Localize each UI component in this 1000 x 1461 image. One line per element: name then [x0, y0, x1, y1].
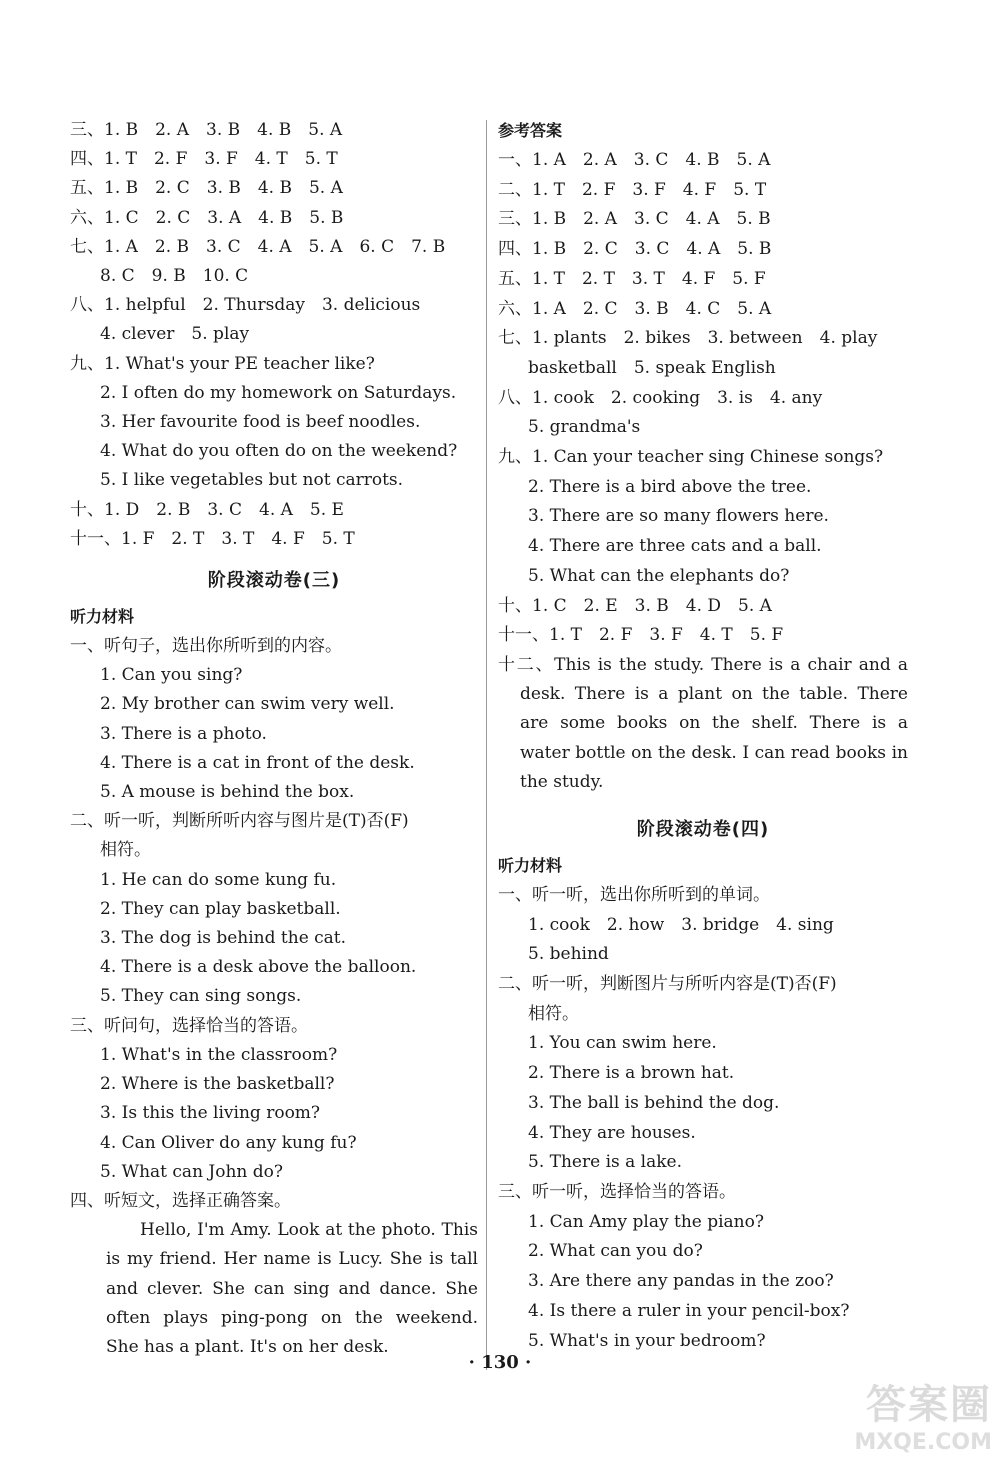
text-line: 3. Her favourite food is beef noodles. — [100, 412, 421, 433]
text-line: 四、听短文，选择正确答案。 — [70, 1190, 291, 1211]
text-line: 1. You can swim here. — [528, 1033, 717, 1054]
text-line: 四、1. T 2. F 3. F 4. T 5. T — [70, 149, 338, 170]
text-line: 2. Where is the basketball? — [100, 1074, 335, 1095]
text-line: 十、1. C 2. E 3. B 4. D 5. A — [498, 595, 772, 616]
column-divider — [486, 120, 487, 1370]
text-line: 2. What can you do? — [528, 1241, 703, 1262]
text-line: 十一、1. T 2. F 3. F 4. T 5. F — [498, 625, 784, 646]
text-line: 1. What's in the classroom? — [100, 1044, 338, 1065]
section-title: 阶段滚动卷(四) — [636, 818, 770, 840]
listening-title: 听力材料 — [498, 855, 563, 875]
text-line: 4. clever 5. play — [100, 324, 250, 345]
text-line: 十、1. D 2. B 3. C 4. A 5. E — [70, 499, 344, 520]
q12-paragraph: 十二、This is the study. There is a chair and a desk. There is a plant on the table. There are some books on the shelf. There is a water bottle on the desk. I can read books in the study. — [498, 654, 908, 792]
text-line: 相符。 — [100, 840, 151, 861]
text-line: 4. Can Oliver do any kung fu? — [100, 1132, 357, 1153]
watermark-mark: 答案圈 — [866, 1382, 992, 1428]
text-line: 2. My brother can swim very well. — [100, 694, 395, 715]
text-line: 1. Can Amy play the piano? — [528, 1211, 764, 1232]
page-number: · 130 · — [468, 1352, 532, 1373]
text-line: 5. grandma's — [528, 417, 641, 438]
text-line: 五、1. B 2. C 3. B 4. B 5. A — [70, 178, 343, 199]
text-line: 4. There is a desk above the balloon. — [100, 957, 417, 978]
text-line: 一、1. A 2. A 3. C 4. B 5. A — [498, 150, 771, 170]
text-line: 3. The dog is behind the cat. — [100, 928, 347, 949]
text-line: 三、听一听，选择恰当的答语。 — [498, 1182, 736, 1202]
text-line: 七、1. plants 2. bikes 3. between 4. play — [498, 328, 878, 349]
text-line: 五、1. T 2. T 3. T 4. F 5. F — [498, 268, 766, 289]
text-line: 5. A mouse is behind the box. — [100, 782, 355, 803]
listening-title: 听力材料 — [70, 607, 135, 627]
right-column — [498, 116, 908, 1356]
text-line: 4. Is there a ruler in your pencil-box? — [528, 1300, 850, 1321]
watermark-url: MXQE.COM — [854, 1430, 992, 1455]
text-line: 5. They can sing songs. — [100, 986, 302, 1007]
listening-passage: Hello, I'm Amy. Look at the photo. This is my friend. Her name is Lucy. She is tall and clever. She can sing and dance. She often plays ping-pong on the weekend. She has a plant. It's on her desk. — [106, 1220, 478, 1357]
text-line: 3. The ball is behind the dog. — [528, 1092, 780, 1113]
text-line: 3. There are so many flowers here. — [528, 506, 829, 527]
text-line: 八、1. cook 2. cooking 3. is 4. any — [498, 387, 823, 408]
text-line: 4. There are three cats and a ball. — [528, 536, 822, 557]
watermark-logo — [854, 1373, 992, 1455]
text-line: 八、1. helpful 2. Thursday 3. delicious — [70, 295, 421, 316]
left-column — [70, 116, 478, 1362]
text-line: 1. Can you sing? — [100, 665, 243, 686]
answer-key-block — [70, 116, 478, 554]
listening-material — [70, 632, 478, 1216]
text-line: 六、1. A 2. C 3. B 4. C 5. A — [498, 298, 772, 319]
text-line: 三、1. B 2. A 3. C 4. A 5. B — [498, 209, 771, 230]
text-line: 2. They can play basketball. — [100, 898, 341, 919]
text-line: 1. cook 2. how 3. bridge 4. sing — [528, 914, 834, 935]
text-line: 三、听问句，选择恰当的答语。 — [70, 1015, 308, 1036]
text-line: 六、1. C 2. C 3. A 4. B 5. B — [70, 207, 344, 228]
answers-title: 参考答案 — [498, 121, 563, 140]
text-line: 5. What can the elephants do? — [528, 565, 790, 586]
text-line: 5. What's in your bedroom? — [528, 1330, 766, 1351]
text-line: 4. There is a cat in front of the desk. — [100, 752, 415, 773]
text-line: 2. There is a brown hat. — [528, 1063, 735, 1084]
text-line: 相符。 — [528, 1003, 579, 1024]
text-line: 3. Are there any pandas in the zoo? — [528, 1271, 834, 1292]
text-line: 5. I like vegetables but not carrots. — [100, 470, 404, 491]
text-line: 十一、1. F 2. T 3. T 4. F 5. T — [70, 528, 355, 549]
listening-material — [498, 881, 908, 1356]
text-line: 2. I often do my homework on Saturdays. — [100, 382, 457, 403]
text-line: 一、听一听，选出你所听到的单词。 — [498, 884, 770, 905]
text-line: 一、听句子，选出你所听到的内容。 — [70, 636, 342, 657]
text-line: 三、1. B 2. A 3. B 4. B 5. A — [70, 120, 343, 140]
text-line: 九、1. Can your teacher sing Chinese songs? — [498, 447, 884, 468]
section-title: 阶段滚动卷(三) — [207, 570, 341, 592]
text-line: 8. C 9. B 10. C — [100, 266, 249, 287]
text-line: 2. There is a bird above the tree. — [528, 476, 812, 497]
text-line: 二、听一听，判断图片与所听内容是(T)否(F) — [498, 974, 837, 995]
text-line: 3. Is this the living room? — [100, 1103, 321, 1124]
text-line: basketball 5. speak English — [528, 357, 776, 378]
text-line: 四、1. B 2. C 3. C 4. A 5. B — [498, 239, 772, 260]
answer-key-block — [498, 146, 908, 651]
text-line: 1. He can do some kung fu. — [100, 869, 337, 890]
text-line: 4. They are houses. — [528, 1122, 696, 1143]
text-line: 九、1. What's your PE teacher like? — [70, 353, 375, 374]
text-line: 3. There is a photo. — [100, 723, 267, 744]
text-line: 5. behind — [528, 944, 609, 965]
text-line: 二、听一听，判断所听内容与图片是(T)否(F) — [70, 811, 409, 832]
text-line: 5. What can John do? — [100, 1161, 284, 1182]
text-line: 4. What do you often do on the weekend? — [100, 441, 458, 462]
text-line: 5. There is a lake. — [528, 1152, 683, 1173]
text-line: 七、1. A 2. B 3. C 4. A 5. A 6. C 7. B — [70, 236, 446, 257]
text-line: 二、1. T 2. F 3. F 4. F 5. T — [498, 179, 767, 200]
